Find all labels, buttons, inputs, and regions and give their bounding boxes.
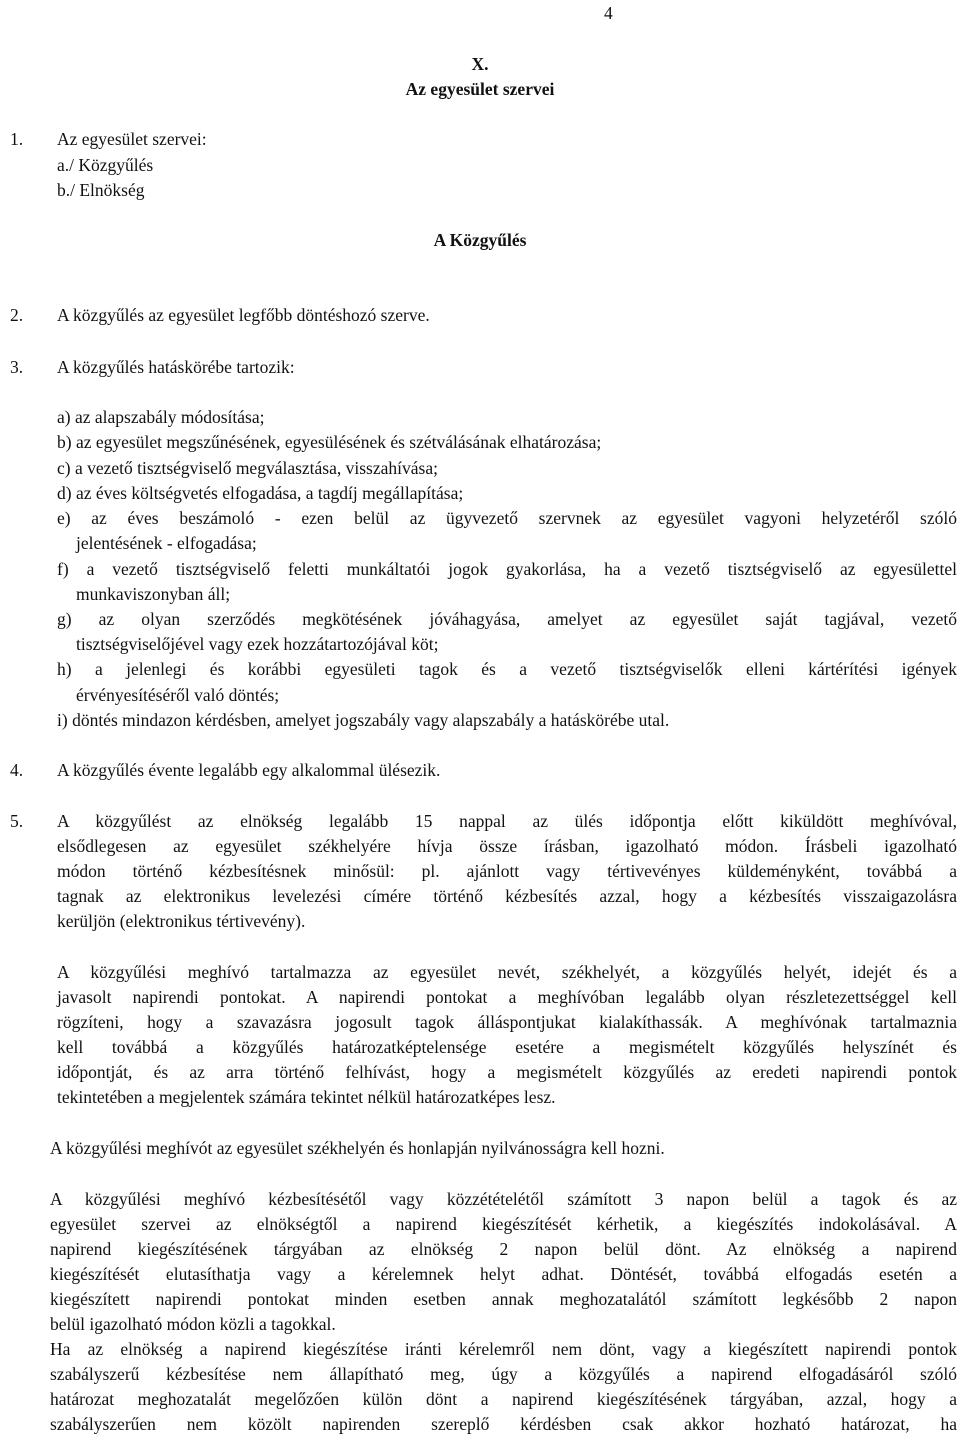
competence-line: g) az olyan szerződés megkötésének jóváhagyása, amelyet az egyesület saját tagjával, vezető xyxy=(57,609,957,629)
paragraph-line: kiegészített napirendi pontokat minden esetben annak meghozatalától számított legkésőbb 2 napon xyxy=(50,1289,957,1309)
competence-line: a) az alapszabály módosítása; xyxy=(57,407,265,427)
paragraph-line: szabályszerű kézbesítése nem állapítható meg, úgy a közgyűlés a napirend elfogadásáról szóló xyxy=(50,1364,957,1384)
page-number: 4 xyxy=(604,3,613,23)
paragraph-line: egyesület szervei az elnökségtől a napirend kiegészítését kérhetik, a kiegészítés indokolásával. A xyxy=(50,1214,957,1234)
chapter-title: Az egyesület szervei xyxy=(405,79,555,99)
competence-line: h) a jelenlegi és korábbi egyesületi tagok és a vezető tisztségviselők elleni kártérítési igények xyxy=(57,659,957,679)
point-2-number: 2. xyxy=(10,305,24,325)
competence-line: munkaviszonyban áll; xyxy=(76,584,231,604)
competence-line: f) a vezető tisztségviselő feletti munkáltatói jogok gyakorlása, ha a vezető tisztségviselő az egyesülettel xyxy=(57,559,957,579)
competence-line: jelentésének - elfogadása; xyxy=(76,533,257,553)
paragraph-line: módon történő kézbesítésnek minősül: pl. ajánlott vagy tértivevényes küldeményként, továbbá a xyxy=(57,861,957,881)
point-4-text: A közgyűlés évente legalább egy alkalommal ülésezik. xyxy=(57,760,441,780)
competence-line: d) az éves költségvetés elfogadása, a tagdíj megállapítása; xyxy=(57,483,464,503)
paragraph-line: javasolt napirendi pontokat. A napirendi pontokat a meghívóban legalább olyan részletezettséggel kell xyxy=(57,987,957,1007)
competence-line: érvényesítéséről való döntés; xyxy=(76,685,280,705)
paragraph-line: kiegészítését elutasíthatja vagy a kérelemnek helyt adhat. Döntését, továbbá elfogadás esetén a xyxy=(50,1264,957,1284)
competence-line: i) döntés mindazon kérdésben, amelyet jogszabály vagy alapszabály a hatáskörébe utal. xyxy=(57,710,670,730)
paragraph-line: kerüljön (elektronikus tértivevény). xyxy=(57,911,306,931)
paragraph-line: belül igazolható módon közli a tagokkal. xyxy=(50,1314,336,1334)
competence-line: c) a vezető tisztségviselő megválasztása, visszahívása; xyxy=(57,458,438,478)
organ-item: a./ Közgyűlés xyxy=(57,155,154,175)
point-1-text: Az egyesület szervei: xyxy=(57,129,207,149)
paragraph-line: Ha az elnökség a napirend kiegészítése iránti kérelemről nem dönt, vagy a kiegészített napirendi pontok xyxy=(50,1339,957,1359)
organ-item: b./ Elnökség xyxy=(57,180,145,200)
paragraph-line: időpontját, és az arra történő felhívást, hogy a megismételt közgyűlés az eredeti napirendi pontok xyxy=(57,1062,957,1082)
paragraph-line: A közgyűlési meghívó kézbesítésétől vagy közzétételétől számított 3 napon belül a tagok és az xyxy=(50,1189,957,1209)
point-5-number: 5. xyxy=(10,811,24,831)
paragraph-line: A közgyűlési meghívó tartalmazza az egyesület nevét, székhelyét, a közgyűlés helyét, idejét és a xyxy=(57,962,957,982)
competence-line: tisztségviselőjével vagy ezek hozzátartozójával köt; xyxy=(76,634,439,654)
paragraph-line: határozat meghozatalát megelőzően külön dönt a napirend kiegészítésének tárgyában, azzal, hogy a xyxy=(50,1389,957,1409)
point-4-number: 4. xyxy=(10,760,24,780)
competence-line: e) az éves beszámoló - ezen belül az ügyvezető szervnek az egyesület vagyoni helyzetéről szóló xyxy=(57,508,957,528)
competence-line: b) az egyesület megszűnésének, egyesülésének és szétválásának elhatározása; xyxy=(57,432,602,452)
section-heading: A Közgyűlés xyxy=(433,230,527,250)
point-3-text: A közgyűlés hatáskörébe tartozik: xyxy=(57,357,295,377)
paragraph-line: rögzíteni, hogy a szavazásra jogosult tagok álláspontjukat kialakíthassák. A meghívónak tartalmaznia xyxy=(57,1012,957,1032)
paragraph-line: A közgyűlési meghívót az egyesület székhelyén és honlapján nyilvánosságra kell hozni. xyxy=(50,1138,665,1158)
paragraph-line: elsődlegesen az egyesület székhelyére hívja össze írásban, igazolható módon. Írásbeli igazolható xyxy=(57,836,957,856)
paragraph-line: A közgyűlést az elnökség legalább 15 nappal az ülés időpontja előtt kiküldött meghívóval, xyxy=(57,811,957,831)
chapter-number: X. xyxy=(471,54,489,74)
point-3-number: 3. xyxy=(10,357,24,377)
paragraph-line: tagnak az elektronikus levelezési címére történő kézbesítés azzal, hogy a kézbesítés visszaigazolásra xyxy=(57,886,957,906)
paragraph-line: kell továbbá a közgyűlés határozatképtelensége esetére a megismételt közgyűlés helyszínét és xyxy=(57,1037,957,1057)
point-2-text: A közgyűlés az egyesület legfőbb döntéshozó szerve. xyxy=(57,305,430,325)
paragraph-line: tekintetében a megjelentek számára tekintet nélkül határozatképes lesz. xyxy=(57,1087,556,1107)
paragraph-line: napirend kiegészítésének tárgyában az elnökség 2 napon belül dönt. Az elnökség a napirend xyxy=(50,1239,957,1259)
paragraph-line: szabályszerűen nem közölt napirenden szereplő kérdésben csak akkor hozható határozat, ha xyxy=(50,1414,957,1434)
point-1-number: 1. xyxy=(10,129,24,149)
